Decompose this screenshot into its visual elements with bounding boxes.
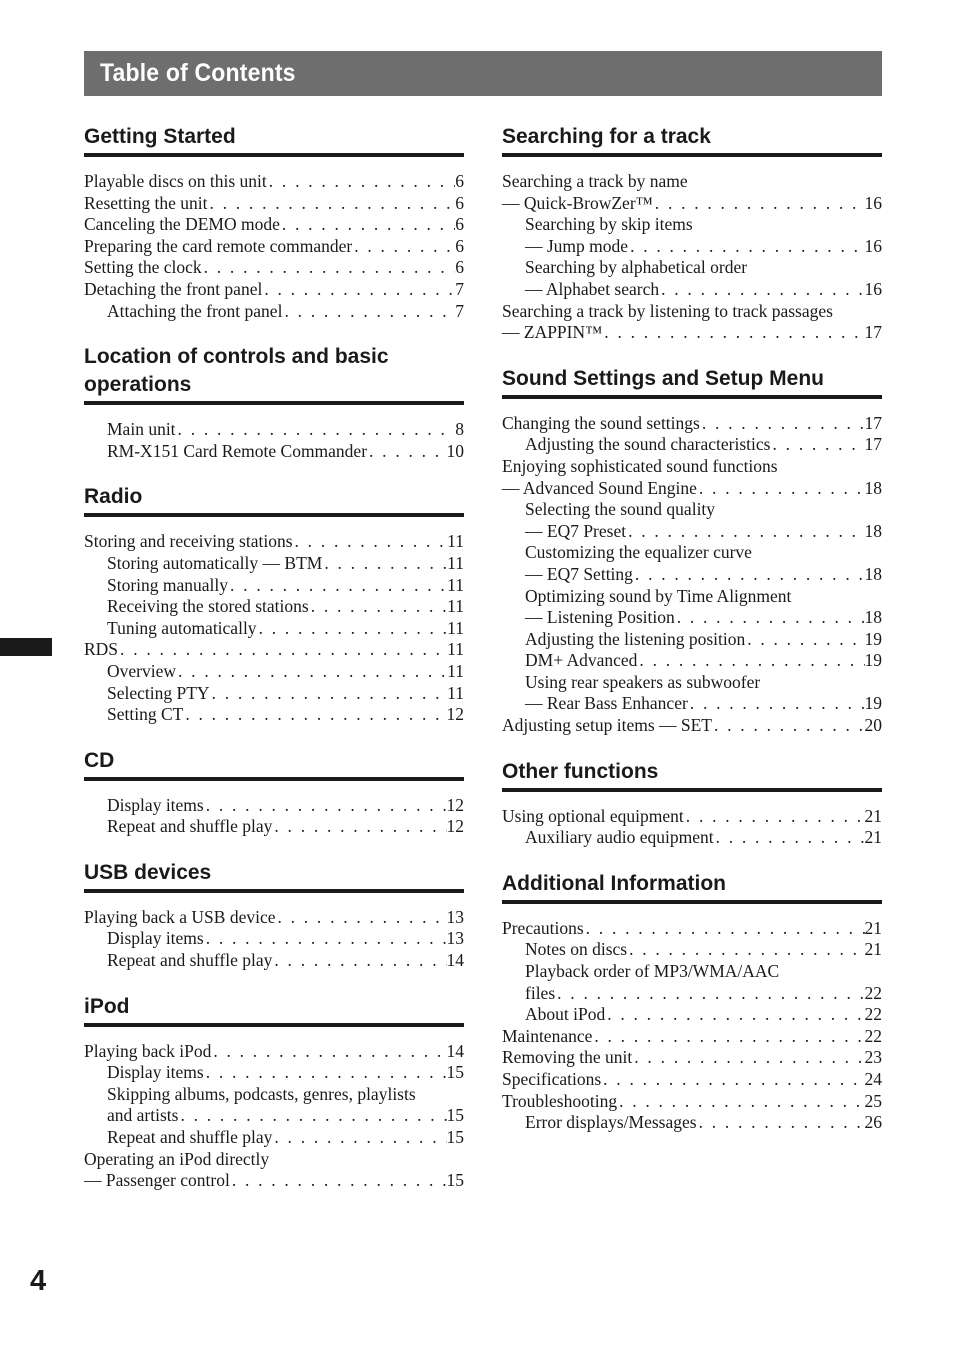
toc-entry-text: Customizing the equalizer curve	[525, 542, 752, 563]
toc-entry[interactable]	[84, 816, 464, 838]
toc-entry-text: Display items	[107, 794, 204, 815]
toc-entry-text: Display items	[107, 928, 204, 949]
toc-page-number: 21	[864, 827, 882, 848]
toc-section-cd	[84, 742, 464, 838]
toc-page-number: 11	[447, 617, 464, 638]
section-heading: USB devices	[84, 854, 464, 893]
toc-entry[interactable]	[502, 322, 882, 344]
toc-entry[interactable]	[84, 257, 464, 279]
toc-entry-text: Maintenance	[502, 1025, 593, 1046]
toc-page-number: 15	[446, 1170, 464, 1191]
toc-page-number: 13	[446, 928, 464, 949]
toc-entry-text: Repeat and shuffle play	[107, 950, 273, 971]
toc-entry[interactable]	[502, 413, 882, 435]
toc-entry-text: Storing and receiving stations	[84, 531, 293, 552]
page-title: Table of Contents	[100, 59, 296, 87]
toc-entry-text: Receiving the stored stations	[107, 596, 309, 617]
dot-leader	[602, 322, 864, 344]
toc-entry-text: Overview	[107, 660, 177, 681]
dot-leader	[230, 1170, 447, 1192]
dot-leader	[617, 1091, 864, 1113]
toc-page-number: 26	[864, 1112, 882, 1133]
toc-page-number: 7	[455, 300, 464, 321]
toc-entry-text: Playing back iPod	[84, 1040, 212, 1061]
toc-page-number: 18	[864, 520, 882, 541]
toc-entry-text: Auxiliary audio equipment	[525, 827, 714, 848]
toc-entry-text: — Quick-BrowZer™	[502, 192, 653, 213]
toc-entry-text: files	[525, 982, 556, 1003]
toc-entry-text: Specifications	[502, 1069, 602, 1089]
toc-page-number: 25	[864, 1090, 882, 1111]
toc-entry[interactable]	[502, 1091, 882, 1113]
section-heading: Radio	[84, 478, 464, 517]
toc-page-number: 15	[446, 1105, 464, 1126]
toc-entry-text: Searching a track by listening to track passages	[502, 300, 833, 321]
dot-leader	[626, 521, 864, 543]
toc-entry-list	[502, 806, 882, 849]
toc-page-number: 11	[447, 552, 464, 573]
toc-entry[interactable]	[84, 214, 464, 236]
dot-leader	[228, 575, 447, 597]
dot-leader	[204, 1062, 447, 1084]
dot-leader	[688, 693, 865, 715]
toc-entry-text: DM+ Advanced	[525, 650, 638, 671]
toc-entry-text: Storing automatically — BTM	[107, 552, 323, 573]
toc-entry[interactable]	[502, 650, 882, 672]
dot-leader	[210, 683, 448, 705]
section-heading: iPod	[84, 988, 464, 1027]
dot-leader	[367, 441, 446, 463]
toc-entry[interactable]	[502, 1004, 882, 1026]
toc-entry[interactable]	[502, 1026, 882, 1048]
toc-page-number: 10	[446, 440, 464, 461]
toc-entry-list	[84, 795, 464, 838]
toc-entry[interactable]	[502, 672, 882, 694]
toc-entry-text: Searching by alphabetical order	[525, 257, 748, 278]
toc-section-additional-information	[502, 865, 882, 1134]
toc-entry-text: Tuning automatically	[107, 617, 257, 638]
toc-entry[interactable]	[84, 193, 464, 215]
toc-page-number: 22	[864, 1004, 882, 1025]
toc-entry-text: Removing the unit	[502, 1047, 633, 1068]
dot-leader	[202, 257, 456, 279]
toc-banner	[84, 51, 882, 96]
section-heading: Sound Settings and Setup Menu	[502, 360, 882, 399]
toc-entry[interactable]	[84, 553, 464, 575]
toc-entry-text: Adjusting setup items — SET	[502, 715, 712, 736]
toc-entry-text: Changing the sound settings	[502, 412, 700, 433]
toc-entry[interactable]	[84, 1127, 464, 1149]
toc-entry-text: Precautions	[502, 917, 584, 938]
dot-leader	[204, 795, 447, 817]
toc-entry[interactable]	[84, 171, 464, 193]
toc-page-number: 6	[455, 192, 464, 213]
toc-page-number: 19	[864, 628, 882, 649]
dot-leader	[262, 279, 455, 301]
toc-entry-text: Preparing the card remote commander	[84, 235, 353, 256]
toc-entry-text: Display items	[107, 1062, 204, 1083]
toc-entry[interactable]	[502, 629, 882, 651]
dot-leader	[176, 661, 447, 683]
toc-entry-text: Playable discs on this unit	[84, 171, 267, 191]
toc-entry-text: — Rear Bass Enhancer	[525, 693, 688, 714]
section-heading: Other functions	[502, 753, 882, 792]
toc-page-number: 14	[446, 1040, 464, 1061]
toc-entry[interactable]	[84, 1041, 464, 1063]
dot-leader	[675, 607, 865, 629]
toc-entry[interactable]	[502, 961, 882, 983]
toc-page-number: 11	[447, 682, 464, 703]
toc-page-number: 12	[446, 816, 464, 837]
toc-entry-list	[84, 1041, 464, 1192]
toc-entry[interactable]	[502, 171, 882, 193]
toc-entry[interactable]	[502, 607, 882, 629]
toc-entry-text: — Listening Position	[525, 607, 675, 628]
toc-entry-text: Using optional equipment	[502, 805, 684, 826]
toc-entry[interactable]	[502, 983, 882, 1005]
dot-leader	[272, 816, 446, 838]
toc-entry-text: Notes on discs	[525, 939, 628, 960]
toc-entry-text: — EQ7 Preset	[525, 520, 627, 541]
toc-entry[interactable]	[502, 564, 882, 586]
dot-leader	[293, 531, 448, 553]
toc-entry-text: Searching by skip items	[525, 214, 693, 235]
toc-entry-text: — Passenger control	[84, 1170, 230, 1191]
dot-leader	[697, 1112, 865, 1134]
dot-leader	[627, 939, 864, 961]
toc-page-number: 14	[446, 950, 464, 971]
dot-leader	[322, 553, 447, 575]
dot-leader	[309, 596, 447, 618]
toc-entry[interactable]	[84, 236, 464, 258]
toc-entry[interactable]	[502, 918, 882, 940]
toc-entry[interactable]	[502, 434, 882, 456]
toc-entry-text: RM-X151 Card Remote Commander	[107, 440, 368, 461]
dot-leader	[605, 1004, 864, 1026]
toc-entry-list	[84, 531, 464, 725]
toc-page-number: 15	[446, 1062, 464, 1083]
toc-entry[interactable]	[84, 575, 464, 597]
toc-entry-text: Main unit	[107, 419, 176, 440]
toc-page-number: 11	[447, 660, 464, 681]
toc-entry[interactable]	[84, 419, 464, 441]
dot-leader	[280, 214, 455, 236]
toc-entry[interactable]	[84, 661, 464, 683]
toc-page-number: 16	[864, 235, 882, 256]
toc-entry[interactable]	[84, 301, 464, 323]
toc-entry[interactable]	[502, 214, 882, 236]
toc-entry[interactable]	[84, 683, 464, 705]
toc-entry[interactable]	[84, 795, 464, 817]
toc-entry[interactable]	[84, 907, 464, 929]
toc-entry[interactable]	[84, 279, 464, 301]
toc-entry-list	[502, 918, 882, 1134]
dot-leader	[272, 950, 446, 972]
toc-entry-text: Setting CT	[107, 704, 184, 725]
toc-page-number: 16	[864, 278, 882, 299]
toc-entry[interactable]	[84, 704, 464, 726]
toc-entry-text: — EQ7 Setting	[525, 563, 633, 584]
dot-leader	[178, 1105, 446, 1127]
toc-entry[interactable]	[84, 639, 464, 661]
toc-page-number: 17	[864, 434, 882, 455]
toc-entry[interactable]	[84, 1105, 464, 1127]
toc-entry[interactable]	[502, 499, 882, 521]
toc-entry[interactable]	[84, 950, 464, 972]
toc-entry-text: Troubleshooting	[502, 1090, 618, 1111]
section-heading: Searching for a track	[502, 118, 882, 157]
dot-leader	[118, 639, 447, 661]
toc-entry-list	[84, 907, 464, 972]
toc-entry-text: Playing back a USB device	[84, 906, 276, 927]
toc-entry-list	[502, 413, 882, 737]
dot-leader	[637, 650, 864, 672]
toc-entry-text: — Alphabet search	[525, 278, 660, 299]
dot-leader	[257, 618, 448, 640]
toc-page-number: 6	[455, 257, 464, 278]
toc-entry-text: Canceling the DEMO mode	[84, 214, 280, 235]
toc-entry-text: Storing manually	[107, 574, 229, 595]
dot-leader	[770, 434, 864, 456]
toc-page-number: 17	[864, 412, 882, 433]
toc-entry[interactable]	[502, 1069, 882, 1091]
toc-page-number: 6	[455, 214, 464, 235]
toc-entry[interactable]	[84, 596, 464, 618]
toc-entry-text: — Jump mode	[525, 235, 629, 256]
dot-leader	[684, 806, 865, 828]
toc-entry[interactable]	[84, 1084, 464, 1106]
toc-entry-text: Repeat and shuffle play	[107, 1127, 273, 1148]
toc-page-number: 18	[864, 563, 882, 584]
dot-leader	[555, 983, 864, 1005]
toc-entry[interactable]	[502, 257, 882, 279]
toc-section-radio	[84, 478, 464, 725]
dot-leader	[697, 478, 865, 500]
toc-page-number: 7	[455, 278, 464, 299]
toc-entry-text: About iPod	[525, 1004, 606, 1025]
dot-leader	[267, 171, 455, 193]
toc-entry-text: Selecting the sound quality	[525, 499, 716, 520]
toc-page-number: 21	[864, 917, 882, 938]
dot-leader	[714, 827, 865, 849]
toc-entry-text: Error displays/Messages	[525, 1112, 697, 1133]
toc-entry[interactable]	[502, 478, 882, 500]
toc-entry[interactable]	[502, 279, 882, 301]
toc-page-number: 16	[864, 192, 882, 213]
dot-leader	[207, 193, 455, 215]
toc-page-number: 8	[455, 419, 464, 440]
toc-page-number: 22	[864, 982, 882, 1003]
dot-leader	[584, 918, 865, 940]
toc-page-number: 19	[864, 693, 882, 714]
toc-entry[interactable]	[84, 928, 464, 950]
dot-leader	[183, 704, 446, 726]
toc-section-other-functions	[502, 753, 882, 849]
toc-page-number: 11	[447, 531, 464, 552]
toc-entry-text: Adjusting the listening position	[525, 628, 746, 649]
toc-entry[interactable]	[502, 715, 882, 737]
toc-entry-text: and artists	[107, 1105, 179, 1126]
toc-entry[interactable]	[502, 693, 882, 715]
toc-page-number: 18	[864, 477, 882, 498]
dot-leader	[700, 413, 865, 435]
toc-entry-list	[502, 171, 882, 344]
dot-leader	[275, 907, 446, 929]
toc-page-number: 15	[446, 1127, 464, 1148]
toc-entry[interactable]	[84, 618, 464, 640]
toc-entry-text: Searching a track by name	[502, 171, 688, 191]
toc-entry-text: Operating an iPod directly	[84, 1148, 270, 1169]
toc-page-number: 20	[864, 715, 882, 736]
toc-page-number: 23	[864, 1047, 882, 1068]
toc-entry-text: — Advanced Sound Engine	[502, 477, 697, 498]
dot-leader	[272, 1127, 446, 1149]
toc-entry[interactable]	[502, 301, 882, 323]
toc-entry-text: Playback order of MP3/WMA/AAC	[525, 961, 780, 982]
toc-entry-text: Detaching the front panel	[84, 278, 263, 299]
dot-leader	[211, 1041, 446, 1063]
section-tab-marker	[0, 638, 52, 656]
toc-entry[interactable]	[502, 1112, 882, 1134]
toc-entry-text: Using rear speakers as subwoofer	[525, 671, 761, 692]
dot-leader	[633, 564, 865, 586]
toc-entry-text: Optimizing sound by Time Alignment	[525, 585, 792, 606]
toc-page-number: 22	[864, 1025, 882, 1046]
toc-page-number: 24	[864, 1069, 882, 1089]
section-heading: Location of controls and basic operations	[84, 338, 464, 405]
toc-entry-text: Enjoying sophisticated sound functions	[502, 455, 778, 476]
dot-leader	[601, 1069, 864, 1091]
toc-page-number: 17	[864, 322, 882, 343]
toc-page-number: 18	[864, 607, 882, 628]
dot-leader	[653, 193, 865, 215]
toc-page-number: 11	[447, 639, 464, 660]
toc-section-searching-for-a-track	[502, 118, 882, 344]
toc-entry[interactable]	[502, 236, 882, 258]
toc-page-number: 19	[864, 650, 882, 671]
toc-page-number: 21	[864, 805, 882, 826]
toc-section-getting-started	[84, 118, 464, 322]
toc-entry[interactable]	[502, 193, 882, 215]
dot-leader	[204, 928, 447, 950]
toc-entry[interactable]	[84, 1062, 464, 1084]
toc-entry[interactable]	[502, 806, 882, 828]
toc-entry[interactable]	[84, 531, 464, 553]
dot-leader	[628, 236, 864, 258]
dot-leader	[352, 236, 455, 258]
toc-right-column	[502, 118, 882, 1150]
dot-leader	[745, 629, 864, 651]
toc-entry-text: RDS	[84, 639, 119, 660]
toc-entry[interactable]	[502, 1047, 882, 1069]
toc-entry-text: Setting the clock	[84, 257, 202, 278]
toc-entry[interactable]	[84, 1170, 464, 1192]
dot-leader	[176, 419, 456, 441]
toc-page-number: 12	[446, 794, 464, 815]
toc-section-ipod	[84, 988, 464, 1192]
toc-entry-text: Resetting the unit	[84, 192, 208, 213]
toc-entry[interactable]	[84, 1149, 464, 1171]
toc-entry-text: — ZAPPIN™	[502, 322, 603, 343]
toc-entry[interactable]	[502, 586, 882, 608]
toc-entry-text: Selecting PTY	[107, 682, 210, 703]
toc-entry[interactable]	[502, 456, 882, 478]
toc-entry[interactable]	[502, 939, 882, 961]
section-heading: Additional Information	[502, 865, 882, 904]
toc-entry[interactable]	[502, 542, 882, 564]
toc-section-location-of-controls-and-basic-operations	[84, 338, 464, 462]
dot-leader	[632, 1047, 864, 1069]
toc-entry-text: Attaching the front panel	[107, 300, 283, 321]
toc-section-sound-settings-and-setup-menu	[502, 360, 882, 737]
toc-entry[interactable]	[502, 827, 882, 849]
toc-entry-text: Adjusting the sound characteristics	[525, 434, 771, 455]
toc-page-number: 11	[447, 596, 464, 617]
toc-section-usb-devices	[84, 854, 464, 972]
toc-entry-text: Repeat and shuffle play	[107, 816, 273, 837]
dot-leader	[712, 715, 865, 737]
dot-leader	[659, 279, 864, 301]
toc-page-number: 12	[446, 704, 464, 725]
section-heading: CD	[84, 742, 464, 781]
toc-page-number: 13	[446, 906, 464, 927]
toc-page-number: 21	[864, 939, 882, 960]
toc-entry[interactable]	[84, 441, 464, 463]
toc-page-number: 6	[455, 171, 464, 191]
toc-entry[interactable]	[502, 521, 882, 543]
toc-page-number: 6	[455, 235, 464, 256]
section-heading: Getting Started	[84, 118, 464, 157]
toc-entry-list	[84, 419, 464, 462]
toc-left-column	[84, 118, 464, 1208]
toc-entry-text: Skipping albums, podcasts, genres, playlists	[107, 1083, 416, 1104]
toc-entry-list	[84, 171, 464, 322]
dot-leader	[592, 1026, 864, 1048]
toc-page-number: 11	[447, 574, 464, 595]
dot-leader	[282, 301, 455, 323]
page-number: 4	[30, 1265, 47, 1297]
